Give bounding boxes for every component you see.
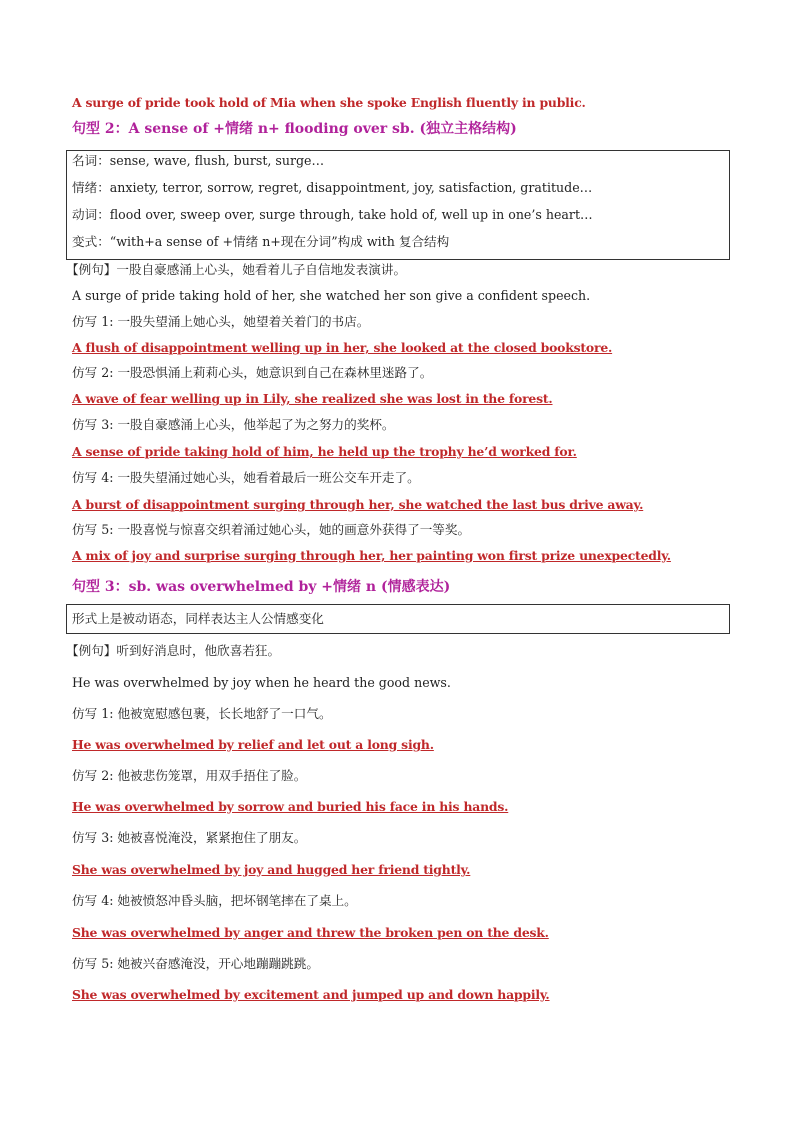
pattern3-example-en: He was overwhelmed by joy when he heard the good news. [72, 675, 451, 690]
p3-exercise-2-answer: He was overwhelmed by sorrow and buried his face in his hands. [72, 799, 509, 814]
p2-exercise-5-answer: A mix of joy and surprise surging through her, her painting won first prize unexpectedly. [72, 548, 671, 563]
pattern2-heading: 句型 2：A sense of +情绪 n+ flooding over sb. (独立主格结构) [72, 121, 517, 137]
p2-exercise-5-prompt: 仿写 5: 一股喜悦与惊喜交织着涌过她心头，她的画意外获得了一等奖。 [72, 522, 471, 537]
p2-exercise-3-prompt: 仿写 3: 一股自豪感涌上心头，他举起了为之努力的奖杯。 [72, 417, 395, 432]
p2-exercise-3-answer: A sense of pride taking hold of him, he held up the trophy he’d worked for. [72, 444, 577, 459]
p3-exercise-5-answer: She was overwhelmed by excitement and jumped up and down happily. [72, 987, 550, 1002]
pattern3-example-cn: 【例句】听到好消息时，他欣喜若狂。 [66, 643, 281, 658]
p2-exercise-1-prompt: 仿写 1: 一股失望涌上她心头，她望着关着门的书店。 [72, 314, 370, 329]
box-line-nouns: 名词：sense, wave, flush, burst, surge… [72, 153, 325, 168]
p2-exercise-2-prompt: 仿写 2: 一股恐惧涌上莉莉心头，她意识到自己在森林里迷路了。 [72, 365, 433, 380]
p3-exercise-3-prompt: 仿写 3: 她被喜悦淹没，紧紧抱住了朋友。 [72, 830, 307, 845]
p3-exercise-4-answer: She was overwhelmed by anger and threw the broken pen on the desk. [72, 925, 549, 940]
box-line-variant: 变式：“with+a sense of +情绪 n+现在分词”构成 with 复合结构 [72, 234, 450, 249]
pattern3-notes-box [66, 604, 730, 634]
p3-exercise-2-prompt: 仿写 2: 他被悲伤笼罩，用双手捂住了脸。 [72, 768, 307, 783]
p2-exercise-4-prompt: 仿写 4: 一股失望涌过她心头，她看着最后一班公交车开走了。 [72, 470, 420, 485]
p3-exercise-5-prompt: 仿写 5: 她被兴奋感淹没，开心地蹦蹦跳跳。 [72, 956, 319, 971]
p3-exercise-1-prompt: 仿写 1: 他被宽慰感包裹，长长地舒了一口气。 [72, 706, 332, 721]
box-line-emotions: 情绪：anxiety, terror, sorrow, regret, disappointment, joy, satisfaction, gratitude… [72, 180, 593, 195]
pattern2-example-cn: 【例句】一股自豪感涌上心头，她看着儿子自信地发表演讲。 [66, 262, 407, 277]
box-line-passive: 形式上是被动语态，同样表达主人公情感变化 [72, 611, 324, 626]
p2-exercise-4-answer: A burst of disappointment surging through her, she watched the last bus drive away. [72, 497, 644, 512]
p2-exercise-1-answer: A flush of disappointment welling up in her, she looked at the closed bookstore. [72, 340, 613, 355]
p3-exercise-3-answer: She was overwhelmed by joy and hugged her friend tightly. [72, 862, 471, 877]
pattern2-example-en: A surge of pride taking hold of her, she watched her son give a confident speech. [72, 288, 591, 303]
pattern3-heading: 句型 3：sb. was overwhelmed by +情绪 n (情感表达) [72, 579, 451, 595]
p3-exercise-4-prompt: 仿写 4: 她被愤怒冲昏头脑，把坏钢笔摔在了桌上。 [72, 893, 357, 908]
box-line-verbs: 动词：flood over, sweep over, surge through, take hold of, well up in one’s heart… [72, 207, 593, 222]
pattern2-notes-box [66, 150, 730, 260]
intro-sentence: A surge of pride took hold of Mia when she spoke English fluently in public. [72, 95, 586, 110]
p2-exercise-2-answer: A wave of fear welling up in Lily, she realized she was lost in the forest. [72, 391, 553, 406]
p3-exercise-1-answer: He was overwhelmed by relief and let out a long sigh. [72, 737, 434, 752]
